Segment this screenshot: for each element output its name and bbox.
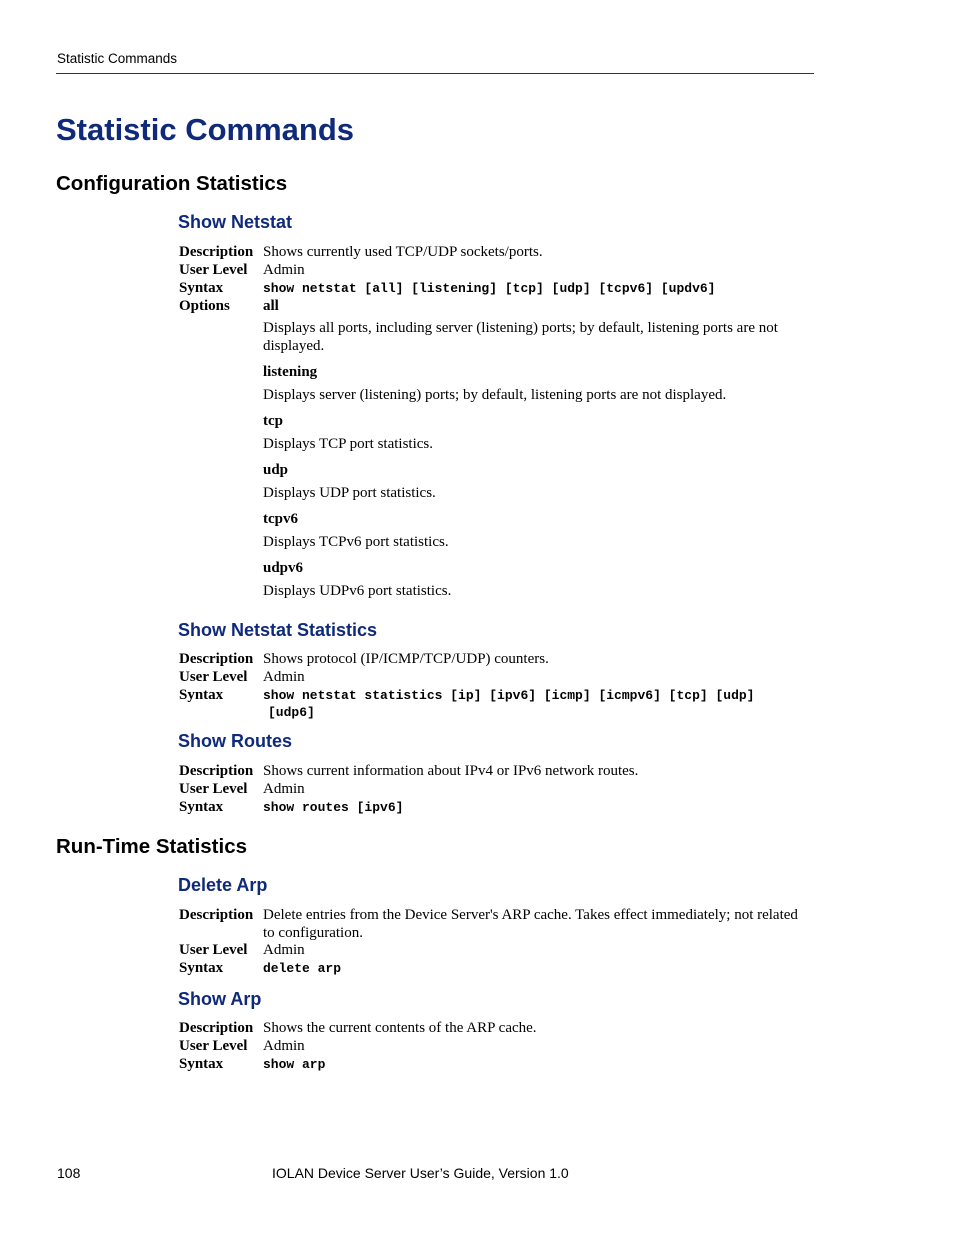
syntax-label: Syntax — [179, 1056, 224, 1072]
option-description: Displays UDPv6 port statistics. — [263, 583, 452, 599]
user-level-label: User Level — [179, 262, 248, 278]
user-level-value: Admin — [263, 669, 305, 685]
user-level-label: User Level — [179, 1038, 248, 1054]
syntax-code: show arp — [263, 1057, 326, 1072]
subsection-heading-show-netstat-statistics: Show Netstat Statistics — [178, 620, 378, 640]
user-level-value: Admin — [263, 781, 305, 797]
running-head: Statistic Commands — [57, 51, 178, 66]
option-description: Displays UDP port statistics. — [263, 485, 436, 501]
option-description: Displays all ports, including server (listening) ports; by default, listening ports are not displayed. — [263, 320, 778, 354]
option-name: all — [263, 298, 279, 314]
option-description: Displays server (listening) ports; by default, listening ports are not displayed. — [263, 387, 727, 403]
footer-guide-title: IOLAN Device Server User’s Guide, Version 1.0 — [272, 1165, 569, 1181]
option-name: udp — [263, 462, 289, 478]
description-label: Description — [179, 651, 254, 667]
page-title: Statistic Commands — [56, 112, 355, 147]
option-name: tcp — [263, 413, 283, 429]
user-level-value: Admin — [263, 1038, 305, 1054]
syntax-code: delete arp — [263, 961, 342, 976]
section-heading-configuration-statistics: Configuration Statistics — [56, 172, 288, 195]
description-label: Description — [179, 907, 254, 923]
subsection-heading-show-routes: Show Routes — [178, 731, 293, 751]
option-description: Displays TCP port statistics. — [263, 436, 434, 452]
description-text: Shows protocol (IP/ICMP/TCP/UDP) counters. — [263, 651, 549, 667]
options-label: Options — [179, 298, 230, 314]
section-heading-run-time-statistics: Run-Time Statistics — [56, 835, 247, 858]
description-label: Description — [179, 244, 254, 260]
description-text: Shows the current contents of the ARP cache. — [263, 1020, 537, 1036]
description-text: Shows currently used TCP/UDP sockets/ports. — [263, 244, 543, 260]
description-text: Delete entries from the Device Server's ARP cache. Takes effect immediately; not related to configuration. — [263, 907, 798, 941]
syntax-code: show netstat statistics [ip] [ipv6] [icmp] [icmpv6] [tcp] [udp] — [263, 688, 755, 703]
header-rule — [56, 73, 814, 74]
syntax-label: Syntax — [179, 960, 224, 976]
option-name: udpv6 — [263, 560, 304, 576]
option-name: listening — [263, 364, 318, 380]
user-level-value: Admin — [263, 262, 305, 278]
user-level-label: User Level — [179, 669, 248, 685]
description-label: Description — [179, 763, 254, 779]
option-description: Displays TCPv6 port statistics. — [263, 534, 449, 550]
syntax-label: Syntax — [179, 280, 224, 296]
syntax-code: show routes [ipv6] — [263, 800, 404, 815]
user-level-value: Admin — [263, 942, 305, 958]
syntax-label: Syntax — [179, 687, 224, 703]
subsection-heading-show-netstat: Show Netstat — [178, 212, 293, 232]
option-name: tcpv6 — [263, 511, 298, 527]
description-label: Description — [179, 1020, 254, 1036]
subsection-heading-delete-arp: Delete Arp — [178, 875, 268, 895]
subsection-heading-show-arp: Show Arp — [178, 989, 262, 1009]
page-number: 108 — [57, 1165, 81, 1181]
syntax-code-continuation: [udp6] — [268, 705, 315, 720]
user-level-label: User Level — [179, 781, 248, 797]
syntax-label: Syntax — [179, 799, 224, 815]
description-text: Shows current information about IPv4 or IPv6 network routes. — [263, 763, 639, 779]
syntax-code: show netstat [all] [listening] [tcp] [udp] [tcpv6] [updv6] — [263, 281, 716, 296]
user-level-label: User Level — [179, 942, 248, 958]
